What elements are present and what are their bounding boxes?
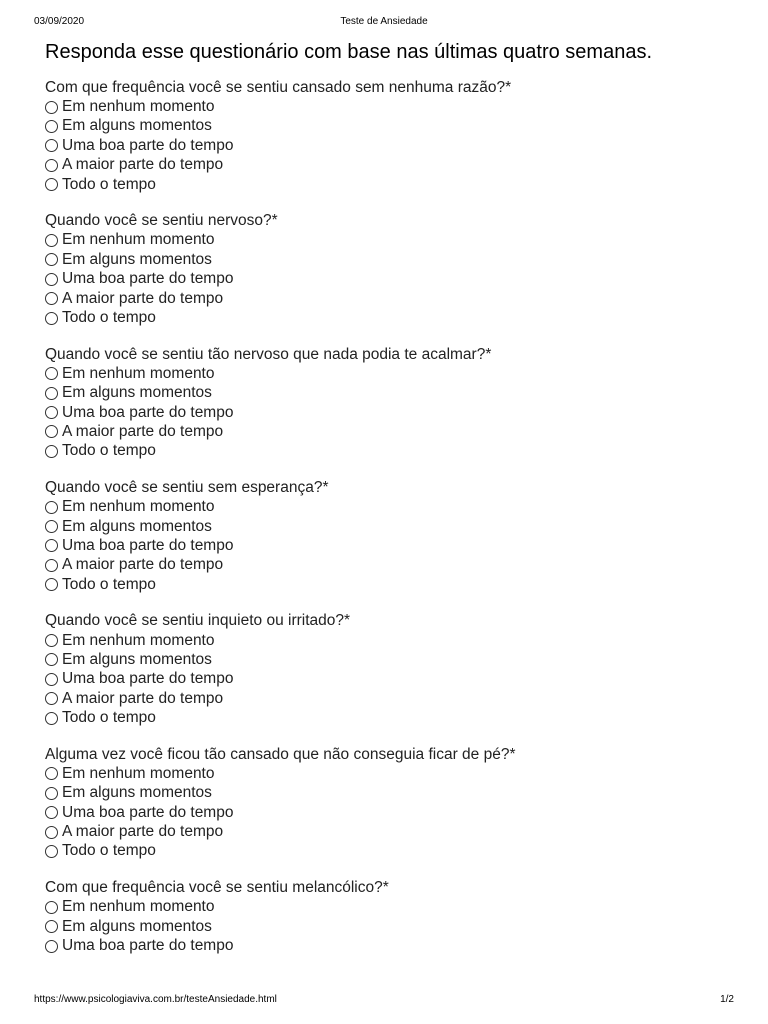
question-1 xyxy=(45,78,735,194)
option-label: A maior parte do tempo xyxy=(62,289,224,307)
option-label: Todo o tempo xyxy=(62,575,156,593)
radio-button-icon[interactable] xyxy=(45,292,58,305)
option-label: Uma boa parte do tempo xyxy=(62,803,234,821)
answer-option[interactable] xyxy=(45,670,735,689)
radio-button-icon[interactable] xyxy=(45,692,58,705)
answer-option[interactable] xyxy=(45,231,735,250)
answer-option[interactable] xyxy=(45,97,735,116)
option-label: Em nenhum momento xyxy=(62,231,215,249)
answer-option[interactable] xyxy=(45,270,735,289)
option-label: Todo o tempo xyxy=(62,442,156,460)
option-label: Em nenhum momento xyxy=(62,631,215,649)
radio-button-icon[interactable] xyxy=(45,425,58,438)
option-label: Em alguns momentos xyxy=(62,784,212,802)
answer-option[interactable] xyxy=(45,250,735,269)
answer-option[interactable] xyxy=(45,384,735,403)
answer-option[interactable] xyxy=(45,936,735,955)
radio-button-icon[interactable] xyxy=(45,139,58,152)
radio-button-icon[interactable] xyxy=(45,312,58,325)
answer-option[interactable] xyxy=(45,403,735,422)
answer-option[interactable] xyxy=(45,175,735,194)
answer-option[interactable] xyxy=(45,117,735,136)
answer-option[interactable] xyxy=(45,289,735,308)
option-label: Em alguns momentos xyxy=(62,384,212,402)
radio-button-icon[interactable] xyxy=(45,273,58,286)
option-label: Todo o tempo xyxy=(62,175,156,193)
radio-button-icon[interactable] xyxy=(45,101,58,114)
question-4 xyxy=(45,478,735,594)
option-label: Uma boa parte do tempo xyxy=(62,670,234,688)
radio-button-icon[interactable] xyxy=(45,634,58,647)
option-label: A maior parte do tempo xyxy=(62,422,224,440)
answer-option[interactable] xyxy=(45,650,735,669)
question-3 xyxy=(45,345,735,461)
radio-button-icon[interactable] xyxy=(45,406,58,419)
radio-button-icon[interactable] xyxy=(45,845,58,858)
answer-option[interactable] xyxy=(45,364,735,383)
option-label: Em alguns momentos xyxy=(62,250,212,268)
option-label: Uma boa parte do tempo xyxy=(62,270,234,288)
radio-button-icon[interactable] xyxy=(45,673,58,686)
option-label: Em alguns momentos xyxy=(62,117,212,135)
option-label: Em nenhum momento xyxy=(62,98,215,116)
option-label: Em nenhum momento xyxy=(62,898,215,916)
radio-button-icon[interactable] xyxy=(45,920,58,933)
answer-option[interactable] xyxy=(45,536,735,555)
radio-button-icon[interactable] xyxy=(45,387,58,400)
questionnaire xyxy=(45,38,735,973)
option-label: Em alguns momentos xyxy=(62,517,212,535)
radio-button-icon[interactable] xyxy=(45,787,58,800)
answer-option[interactable] xyxy=(45,308,735,327)
answer-option[interactable] xyxy=(45,803,735,822)
answer-option[interactable] xyxy=(45,422,735,441)
radio-button-icon[interactable] xyxy=(45,367,58,380)
radio-button-icon[interactable] xyxy=(45,120,58,133)
answer-option[interactable] xyxy=(45,822,735,841)
option-label: Todo o tempo xyxy=(62,709,156,727)
answer-option[interactable] xyxy=(45,764,735,783)
radio-button-icon[interactable] xyxy=(45,253,58,266)
radio-button-icon[interactable] xyxy=(45,234,58,247)
answer-option[interactable] xyxy=(45,517,735,536)
question-6 xyxy=(45,745,735,861)
question-text: Quando você se sentiu sem esperança?* xyxy=(45,479,329,497)
option-label: Em nenhum momento xyxy=(62,764,215,782)
page-number: 1/2 xyxy=(720,994,734,1005)
radio-button-icon[interactable] xyxy=(45,826,58,839)
option-label: A maior parte do tempo xyxy=(62,556,224,574)
question-text: Alguma vez você ficou tão cansado que não conseguia ficar de pé?* xyxy=(45,745,516,763)
print-footer xyxy=(34,994,734,1008)
answer-option[interactable] xyxy=(45,442,735,461)
answer-option[interactable] xyxy=(45,497,735,516)
option-label: Uma boa parte do tempo xyxy=(62,536,234,554)
radio-button-icon[interactable] xyxy=(45,559,58,572)
answer-option[interactable] xyxy=(45,156,735,175)
question-list xyxy=(45,78,735,956)
option-label: Em alguns momentos xyxy=(62,917,212,935)
radio-button-icon[interactable] xyxy=(45,578,58,591)
radio-button-icon[interactable] xyxy=(45,712,58,725)
option-label: Uma boa parte do tempo xyxy=(62,937,234,955)
option-label: Em alguns momentos xyxy=(62,650,212,668)
option-label: Todo o tempo xyxy=(62,842,156,860)
print-date: 03/09/2020 xyxy=(34,16,85,27)
option-label: Uma boa parte do tempo xyxy=(62,136,234,154)
print-header xyxy=(34,16,734,30)
answer-option[interactable] xyxy=(45,575,735,594)
option-label: A maior parte do tempo xyxy=(62,156,224,174)
radio-button-icon[interactable] xyxy=(45,767,58,780)
question-5 xyxy=(45,611,735,727)
option-label: A maior parte do tempo xyxy=(62,689,224,707)
answer-option[interactable] xyxy=(45,898,735,917)
option-label: Todo o tempo xyxy=(62,309,156,327)
answer-option[interactable] xyxy=(45,631,735,650)
question-2 xyxy=(45,211,735,327)
question-text: Quando você se sentiu inquieto ou irritado?* xyxy=(45,612,351,630)
question-text: Quando você se sentiu tão nervoso que nada podia te acalmar?* xyxy=(45,345,492,363)
answer-option[interactable] xyxy=(45,689,735,708)
radio-button-icon[interactable] xyxy=(45,806,58,819)
radio-button-icon[interactable] xyxy=(45,940,58,953)
radio-button-icon[interactable] xyxy=(45,159,58,172)
print-title: Teste de Ansiedade xyxy=(340,16,428,27)
question-text: Com que frequência você se sentiu cansado sem nenhuma razão?* xyxy=(45,79,512,96)
option-label: Em nenhum momento xyxy=(62,364,215,382)
answer-option[interactable] xyxy=(45,556,735,575)
radio-button-icon[interactable] xyxy=(45,501,58,514)
radio-button-icon[interactable] xyxy=(45,901,58,914)
radio-button-icon[interactable] xyxy=(45,178,58,191)
radio-button-icon[interactable] xyxy=(45,539,58,552)
option-label: Em nenhum momento xyxy=(62,498,215,516)
question-text: Com que frequência você se sentiu melancólico?* xyxy=(45,879,389,897)
option-label: A maior parte do tempo xyxy=(62,823,224,841)
answer-option[interactable] xyxy=(45,784,735,803)
answer-option[interactable] xyxy=(45,708,735,727)
question-text: Quando você se sentiu nervoso?* xyxy=(45,212,278,230)
answer-option[interactable] xyxy=(45,842,735,861)
answer-option[interactable] xyxy=(45,917,735,936)
radio-button-icon[interactable] xyxy=(45,653,58,666)
intro-heading: Responda esse questionário com base nas últimas quatro semanas. xyxy=(45,41,653,63)
radio-button-icon[interactable] xyxy=(45,520,58,533)
question-7 xyxy=(45,878,735,956)
page-url: https://www.psicologiaviva.com.br/testeAnsiedade.html xyxy=(34,994,277,1005)
option-label: Uma boa parte do tempo xyxy=(62,403,234,421)
answer-option[interactable] xyxy=(45,136,735,155)
radio-button-icon[interactable] xyxy=(45,445,58,458)
